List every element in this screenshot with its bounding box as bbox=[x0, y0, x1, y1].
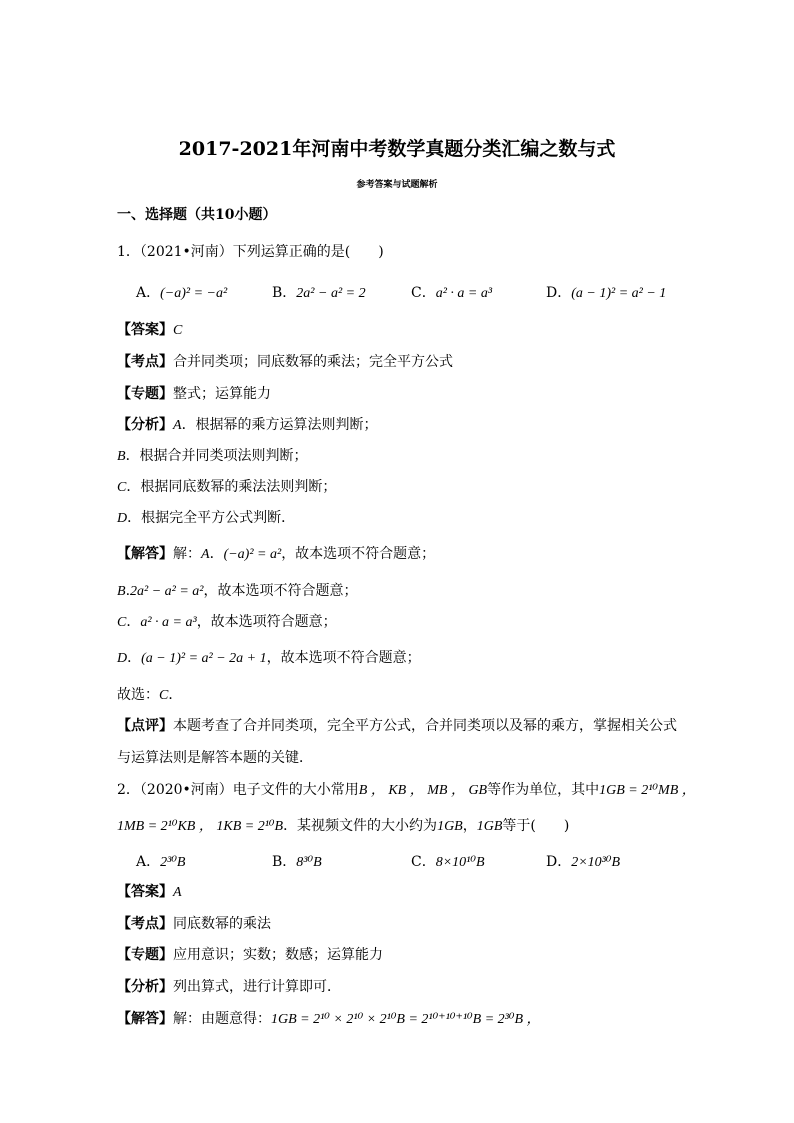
q2-kaodian bbox=[117, 917, 271, 931]
q1-answer bbox=[117, 323, 182, 338]
kaodian-tag: 【考点】 bbox=[117, 916, 173, 932]
kaodian-tag: 【考点】 bbox=[117, 354, 173, 370]
option-label: A． bbox=[136, 854, 161, 870]
answer-value: A bbox=[173, 885, 182, 900]
dianping-tag: 【点评】 bbox=[117, 718, 173, 734]
jieda-tag: 【解答】 bbox=[117, 1011, 173, 1027]
q1-option-a bbox=[136, 286, 227, 301]
q2-option-d bbox=[546, 855, 620, 870]
fenxi-tag: 【分析】 bbox=[117, 417, 173, 433]
q2-stem-line1: 2．（2020•河南）电子文件的大小常用B ， KB ， MB ， GB等作为单位，其中1GB = 2¹⁰MB ， bbox=[117, 782, 696, 798]
q1-jieda-c: C．a² · a = a³，故本选项符合题意； bbox=[117, 614, 337, 630]
q2-zhuanti bbox=[117, 948, 383, 962]
q1-jieda-d: D．(a − 1)² = a² − 2a + 1，故本选项不符合题意； bbox=[117, 650, 421, 666]
option-expr: 8×10¹⁰B bbox=[435, 855, 485, 870]
document-title: 2017-2021年河南中考数学真题分类汇编之数与式 bbox=[178, 138, 616, 160]
q1-option-c bbox=[411, 286, 492, 301]
q1-fenxi-c: C．根据同底数幂的乘法法则判断； bbox=[117, 479, 337, 495]
q1-kaodian bbox=[117, 355, 453, 369]
option-expr: 8³⁰B bbox=[296, 855, 322, 870]
q2-stem-line2: 1MB = 2¹⁰KB ， 1KB = 2¹⁰B．某视频文件的大小约为1GB，1GB等于( ) bbox=[117, 818, 570, 834]
q1-jieda-a: 【解答】解：A．(−a)² = a²，故本选项不符合题意； bbox=[117, 546, 436, 562]
q1-fenxi-b: B．根据合并同类项法则判断； bbox=[117, 448, 308, 464]
kaodian-text: 同底数幂的乘法 bbox=[173, 916, 271, 932]
option-label: C． bbox=[411, 285, 436, 301]
q1-option-d bbox=[546, 286, 666, 301]
option-expr: (a − 1)² = a² − 1 bbox=[571, 286, 667, 301]
q1-fenxi-d: D．根据完全平方公式判断． bbox=[117, 510, 296, 526]
option-expr: 2×10³⁰B bbox=[571, 855, 621, 870]
option-expr: 2³⁰B bbox=[160, 855, 186, 870]
zhuanti-tag: 【专题】 bbox=[117, 947, 173, 963]
kaodian-text: 合并同类项；同底数幂的乘法；完全平方公式 bbox=[173, 354, 453, 370]
q1-zhuanti bbox=[117, 387, 271, 401]
answer-tag: 【答案】 bbox=[117, 884, 173, 900]
fenxi-tag: 【分析】 bbox=[117, 979, 173, 995]
q1-fenxi-a: 【分析】A．根据幂的乘方运算法则判断； bbox=[117, 417, 378, 433]
q2-option-a bbox=[136, 855, 186, 870]
section-heading: 一、选择题（共10小题） bbox=[117, 207, 277, 223]
document-subtitle: 参考答案与试题解析 bbox=[356, 180, 438, 190]
option-label: C． bbox=[411, 854, 436, 870]
option-label: B． bbox=[272, 854, 297, 870]
zhuanti-text: 应用意识；实数；数感；运算能力 bbox=[173, 947, 383, 963]
q2-option-b bbox=[272, 855, 322, 870]
q1-guxuan: 故选：C． bbox=[117, 687, 183, 703]
zhuanti-tag: 【专题】 bbox=[117, 386, 173, 402]
jieda-tag: 【解答】 bbox=[117, 546, 173, 562]
q1-dianping-2: 与运算法则是解答本题的关键． bbox=[117, 750, 313, 766]
option-label: A． bbox=[136, 285, 161, 301]
fenxi-text: 列出算式，进行计算即可． bbox=[173, 979, 341, 995]
q1-option-b bbox=[272, 286, 366, 301]
answer-tag: 【答案】 bbox=[117, 322, 173, 338]
option-expr: a² · a = a³ bbox=[435, 286, 493, 301]
answer-value: C bbox=[173, 323, 183, 338]
q2-answer bbox=[117, 885, 182, 900]
option-expr: (−a)² = −a² bbox=[160, 286, 228, 301]
q2-option-c bbox=[411, 855, 485, 870]
q1-jieda-b: B.2a² − a² = a²，故本选项不符合题意； bbox=[117, 583, 358, 599]
option-label: B． bbox=[272, 285, 297, 301]
q1-dianping-1: 【点评】本题考查了合并同类项，完全平方公式，合并同类项以及幂的乘方，掌握相关公式 bbox=[117, 718, 677, 734]
option-label: D． bbox=[546, 854, 572, 870]
option-label: D． bbox=[546, 285, 572, 301]
zhuanti-text: 整式；运算能力 bbox=[173, 386, 271, 402]
option-expr: 2a² − a² = 2 bbox=[296, 286, 366, 301]
q2-jieda: 【解答】解：由题意得：1GB = 2¹⁰ × 2¹⁰ × 2¹⁰B = 2¹⁰⁺¹⁰⁺¹⁰B = 2³⁰B ， bbox=[117, 1011, 541, 1027]
q2-fenxi bbox=[117, 980, 341, 994]
q1-stem: 1．（2021•河南）下列运算正确的是( ) bbox=[117, 244, 384, 260]
